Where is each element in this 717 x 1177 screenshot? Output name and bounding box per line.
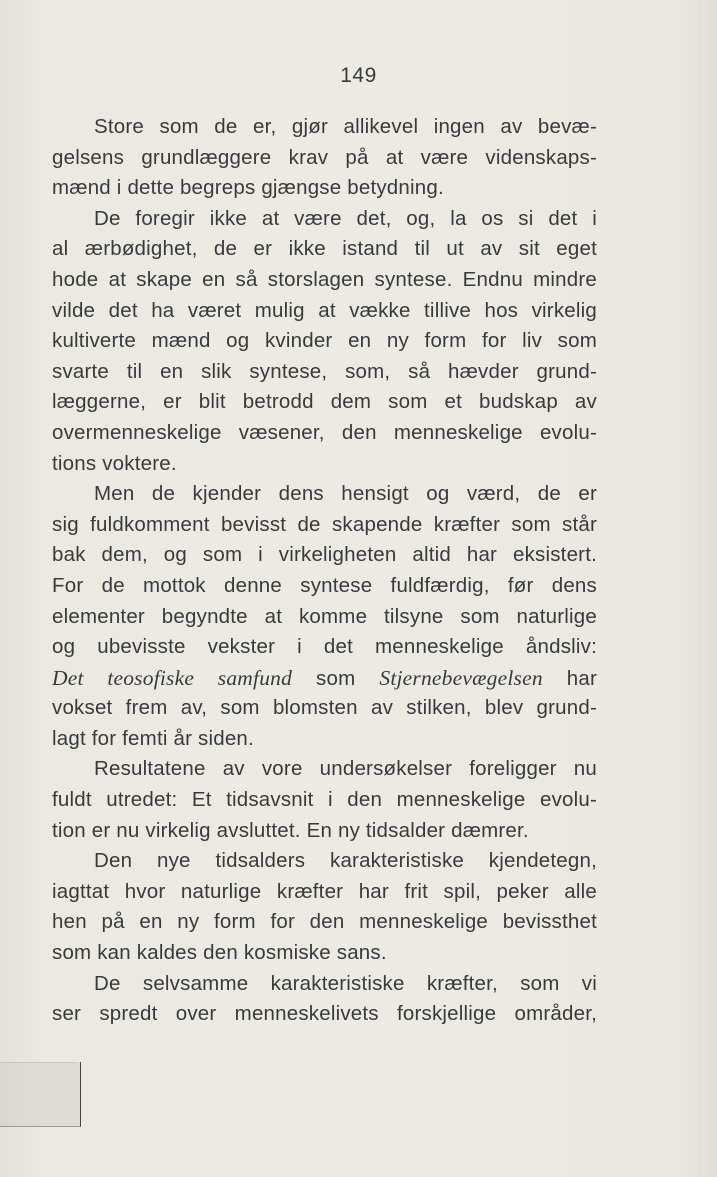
- text-line: gelsens grundlæggere krav på at være videnskaps-: [52, 145, 597, 169]
- text-line: som kan kaldes den kosmiske sans.: [52, 941, 387, 965]
- text-segment: har: [542, 666, 598, 690]
- text-line: tions voktere.: [52, 451, 177, 475]
- text-line: Men de kjender dens hensigt og værd, de er: [94, 482, 597, 506]
- text-line: hen på en ny form for den menneskelige bevissthet: [52, 910, 597, 934]
- text-line: al ærbødighet, de er ikke istand til ut av sit eget: [52, 237, 597, 261]
- text-line: fuldt utredet: Et tidsavsnit i den menneskelige evolu-: [52, 788, 597, 812]
- italic-title: Det teosofiske samfund: [52, 665, 293, 690]
- text-line: bak dem, og som i virkeligheten altid har eksistert.: [52, 543, 597, 567]
- page-number: 149: [340, 64, 377, 87]
- scan-corner-mark: [0, 1062, 81, 1127]
- text-line: lagt for femti år siden.: [52, 726, 254, 750]
- text-line: Den nye tidsalders karakteristiske kjendetegn,: [94, 849, 597, 873]
- text-line: vilde det ha været mulig at vække tillive hos virkelig: [52, 298, 597, 322]
- text-line: kultiverte mænd og kvinder en ny form for liv som: [52, 329, 597, 353]
- text-line: læggerne, er blit betrodd dem som et budskap av: [52, 390, 597, 414]
- text-line: hode at skape en så storslagen syntese. Endnu mindre: [52, 267, 597, 291]
- text-line: overmenneskelige væsener, den menneskelige evolu-: [52, 420, 597, 444]
- text-line: Store som de er, gjør allikevel ingen av bevæ-: [94, 115, 597, 138]
- text-line: ser spredt over menneskelivets forskjellige områder,: [52, 1002, 597, 1026]
- text-segment: som: [292, 666, 380, 690]
- body-text: [52, 112, 597, 1030]
- text-line: svarte til en slik syntese, som, så hævder grund-: [52, 359, 597, 383]
- text-line: mænd i dette begreps gjængse betydning.: [52, 176, 444, 200]
- text-line: elementer begyndte at komme tilsyne som naturlige: [52, 604, 597, 628]
- text-line: De foregir ikke at være det, og, la os si det i: [94, 206, 597, 230]
- text-line: og ubevisste vekster i det menneskelige åndsliv:: [52, 635, 597, 659]
- text-line: tion er nu virkelig avsluttet. En ny tidsalder dæmrer.: [52, 818, 529, 842]
- italic-title: Stjernebevægelsen: [379, 665, 543, 690]
- text-line: sig fuldkomment bevisst de skapende kræfter som står: [52, 512, 597, 536]
- text-line: vokset frem av, som blomsten av stilken, blev grund-: [52, 696, 597, 720]
- scan-corner-inner: [0, 1062, 76, 1123]
- text-line: De selvsamme karakteristiske kræfter, som vi: [94, 971, 597, 995]
- text-line: For de mottok denne syntese fuldfærdig, før dens: [52, 573, 597, 597]
- text-line: [52, 663, 597, 694]
- text-line: Resultatene av vore undersøkelser foreligger nu: [94, 757, 597, 781]
- text-line: iagttat hvor naturlige kræfter har frit spil, peker alle: [52, 879, 597, 903]
